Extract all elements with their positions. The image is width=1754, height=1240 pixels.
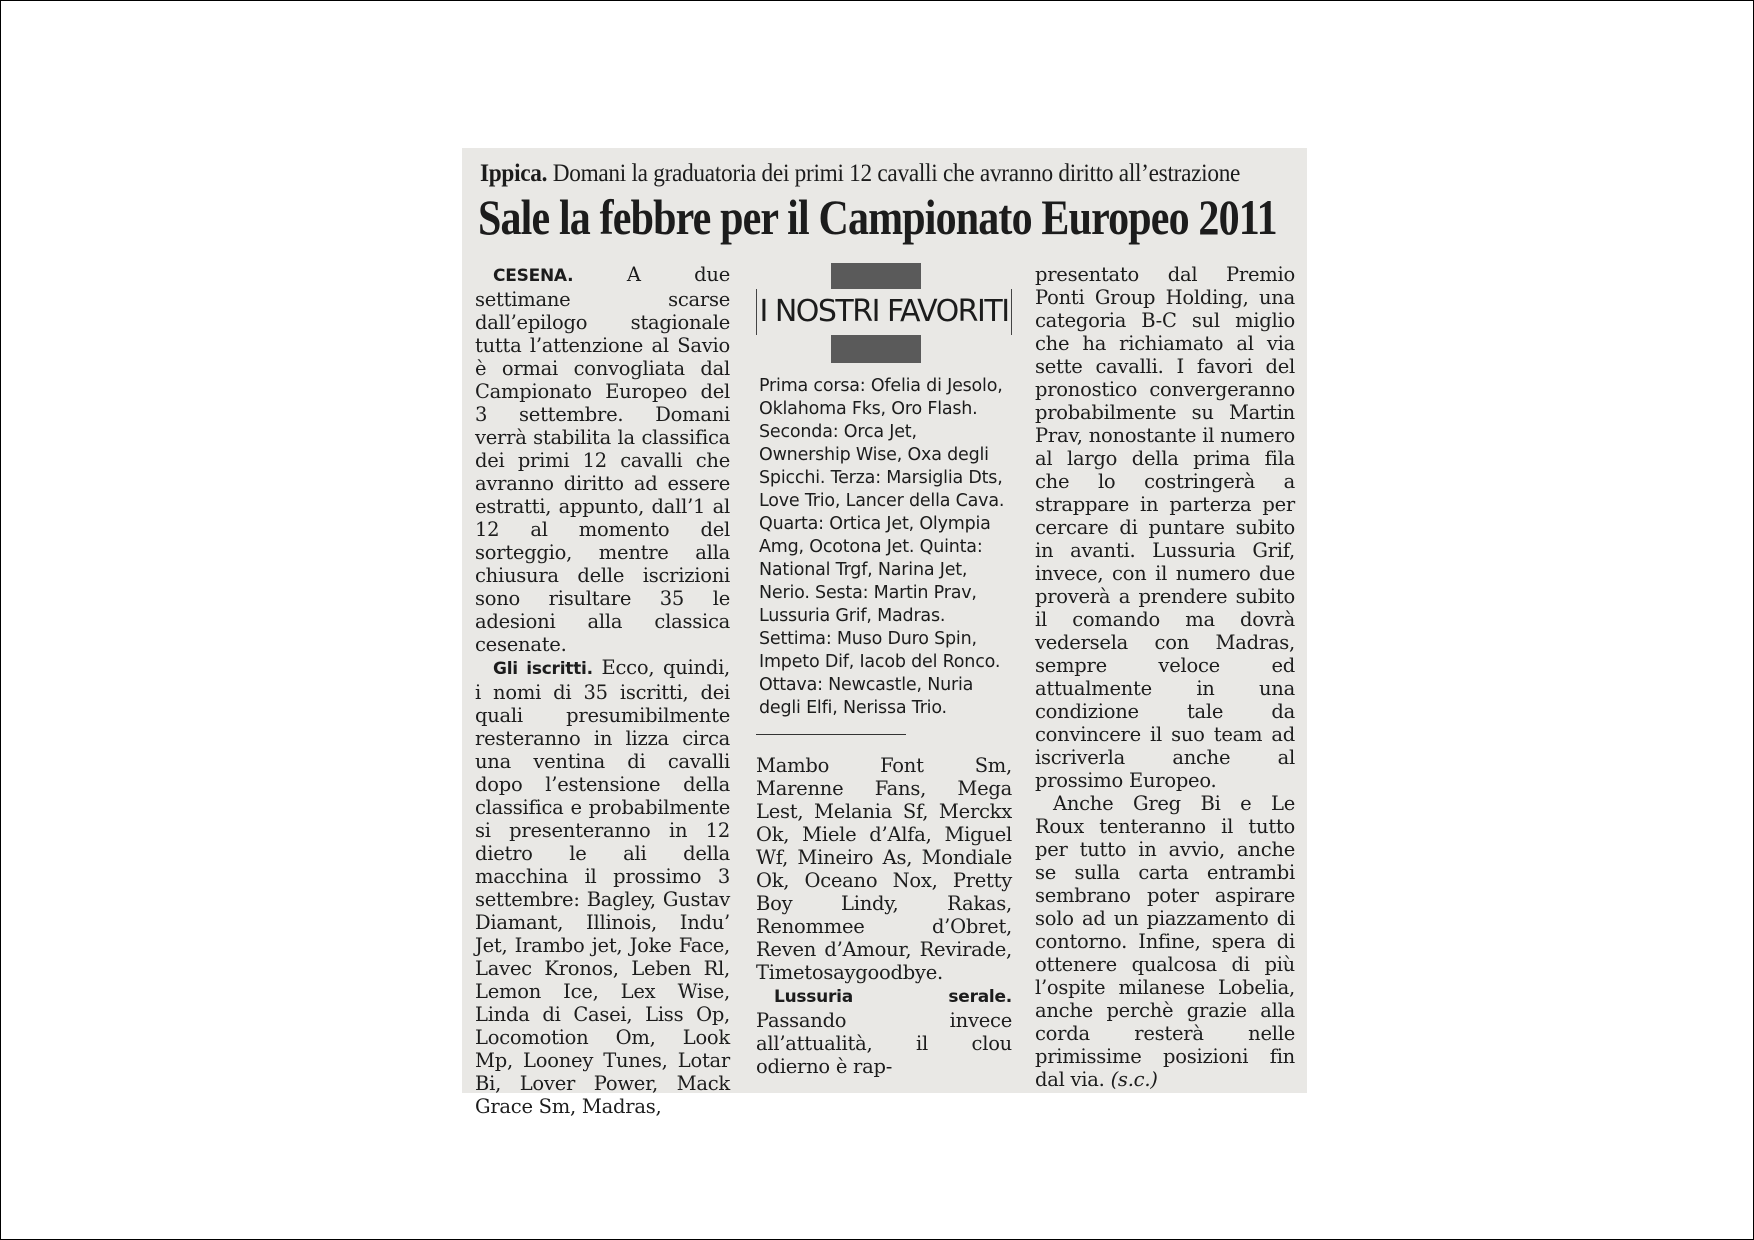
column-1 — [475, 263, 730, 1118]
divider — [756, 734, 906, 735]
subhead-lussuria: Lussuria serale. — [774, 987, 1012, 1007]
favorites-box-header — [756, 263, 1012, 363]
paragraph-text: Mambo Font Sm, Marenne Fans, Mega Lest, Melania Sf, Merckx Ok, Miele d’Alfa, Miguel Wf, Mineiro As, Mondiale Ok, Oceano Nox, Pretty Boy Lindy, Rakas, Renommee d’Obret, Reven d’Amour, Revirade, Timetosaygoodbye. — [756, 754, 1012, 984]
section-label: Ippica. — [480, 160, 548, 187]
paragraph-text: Anche Greg Bi e Le Roux tenteranno il tutto per tutto in avvio, anche se sulla carta entrambi sembrano poter aspirare solo ad un piazzamento di contorno. Infine, spera di ottenere qualcosa di più l’ospite milanese Lobelia, anche perchè grazie alla corda resterà nelle primissime posizioni fin dal via. — [1035, 792, 1295, 1091]
paragraph-text: presentato dal Premio Ponti Group Holding, una categoria B-C sul miglio che ha richiamato al via sette cavalli. I favori del pronostico convergeranno probabilmente su Martin Prav, nonostante il numero al largo della prima fila che lo costringerà a strappare in parterza per cercare di puntare subito in avanti. Lussuria Grif, invece, con il numero due proverà a prendere subito il comando ma dovrà vedersela con Madras, sempre veloce ed attualmente in una condizione tale da convincere il suo team ad iscriverla anche al prossimo Europeo. — [1035, 263, 1295, 792]
kicker-text: Domani la graduatoria dei primi 12 cavalli che avranno diritto all’estrazione — [552, 160, 1241, 187]
paragraph-text: Passando invece all’attualità, il clou odierno è rap- — [756, 1009, 1012, 1078]
favorites-title: I NOSTRI FAVORITI — [756, 289, 1012, 335]
dateline: CESENA. — [493, 266, 574, 286]
kicker-line — [480, 160, 1241, 188]
paragraph-text: A due settimane scarse dall’epilogo stagionale tutta l’attenzione al Savio è ormai convogliata dal Campionato Europeo del 3 settembre. Domani verrà stabilita la classifica dei primi 12 cavalli che avranno diritto ad essere estratti, appunto, dall’1 al 12 al momento del sorteggio, mentre alla chiusura delle iscrizioni sono risultare 35 le adesioni alla classica cesenate. — [475, 263, 730, 656]
column-2 — [756, 263, 1012, 1078]
paragraph-text: Ecco, quindi, i nomi di 35 iscritti, dei quali presumibilmente resteranno in lizza circa una ventina di cavalli dopo l’estensione della classifica e probabilmente si presenteranno in 12 dietro le ali della macchina il prossimo 3 settembre: Bagley, Gustav Diamant, Illinois, Indu’ Jet, Irambo jet, Joke Face, Lavec Kronos, Leben Rl, Lemon Ice, Lex Wise, Linda di Casei, Liss Op, Locomotion Om, Look Mp, Looney Tunes, Lotar Bi, Lover Power, Mack Grace Sm, Madras, — [475, 656, 731, 1118]
headline: Sale la febbre per il Campionato Europeo 2011 — [478, 189, 1277, 245]
paragraph — [1035, 792, 1295, 1091]
paragraph — [475, 656, 730, 1118]
newspaper-clipping — [462, 148, 1307, 1118]
subhead-iscritti: Gli iscritti. — [493, 659, 593, 679]
paragraph — [756, 984, 1012, 1078]
column-3 — [1035, 263, 1295, 1091]
author-signature: (s.c.) — [1110, 1068, 1158, 1091]
paragraph — [475, 263, 730, 656]
favorites-text: Prima corsa: Ofelia di Jesolo, Oklahoma Fks, Oro Flash. Seconda: Orca Jet, Ownership Wise, Oxa degli Spicchi. Terza: Marsiglia Dts, Love Trio, Lancer della Cava. Quarta: Ortica Jet, Olympia Amg, Ocotona Jet. Quinta: National Trgf, Narina Jet, Nerio. Sesta: Martin Prav, Lussuria Grif, Madras. Settima: Muso Duro Spin, Impeto Dif, Iacob del Ronco. Ottava: Newcastle, Nuria degli Elfi, Nerissa Trio. — [759, 376, 1005, 718]
